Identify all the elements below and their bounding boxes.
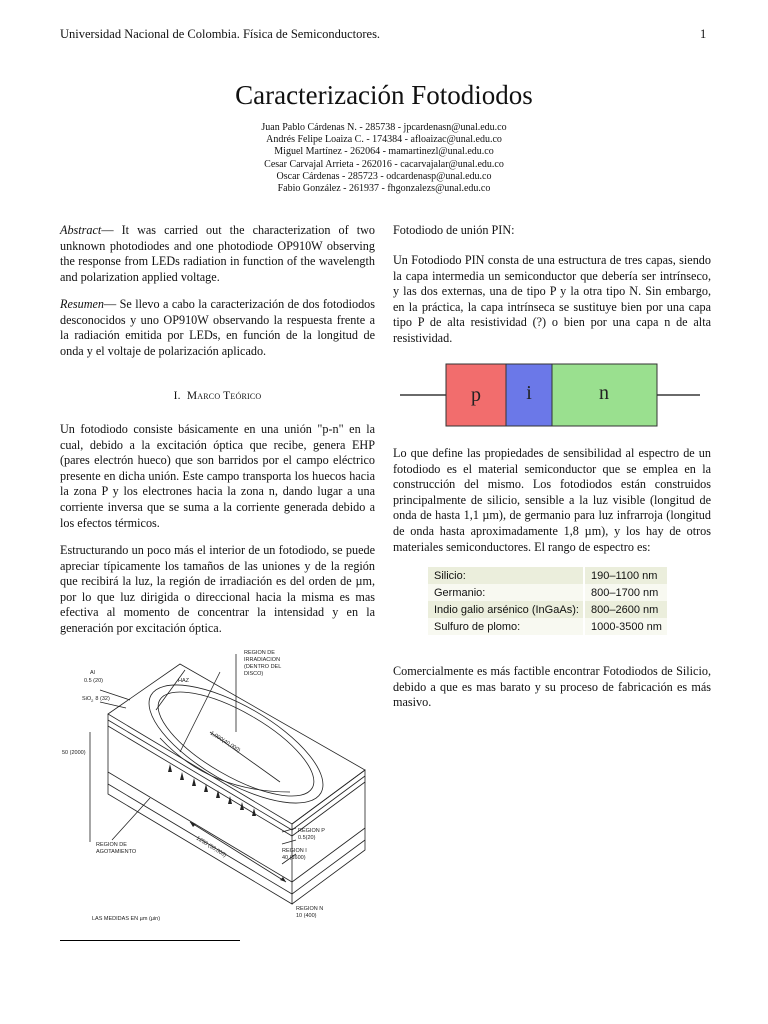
running-header: Universidad Nacional de Colombia. Física de Semiconductores. [60,27,381,41]
author-line: Andrés Felipe Loaiza C. - 174384 - afloaizac@unal.edu.co [266,134,502,146]
range-cell: 190–1100 nm [584,567,667,584]
pin-layer-diagram [400,362,710,428]
pin-paragraph: Un Fotodiodo PIN consta de una estructura de tres capas, siendo la capa intermedia un semiconductor que debería ser intrínseco, y las dos externas, una de tipo P y la otra tipo N. Sin embargo, en la práctica, la capa intrínseca se sustituye bien por una capa tipo P de alta resistividad (?) o bien por una capa n de alta resistividad. [393,253,711,345]
table-row [428,601,667,618]
label-region-i-2: 40 (1600) [282,855,306,861]
label-region-irradiacion-3: (DENTRO DEL [244,664,282,670]
table-row [428,584,667,601]
footnote-rule [60,940,240,941]
label-region-n-2: 10 (400) [296,913,317,919]
abstract-paragraph [60,223,375,285]
body-paragraph-2: Estructurando un poco más el interior de un fotodiodo, se puede apreciar típicamente los tamaños de las uniones y de la región que recibirá la luz, la región de irradiación es del orden de µm, por lo que luz dirigida o direccional hacia la misma es mas efectiva al momento de concentrar la intensidad y en la generación por excitación óptica. [60,543,375,635]
pin-heading: Fotodiodo de unión PIN: [393,223,515,237]
label-dim-1250: 1250 (50,000) [194,835,228,859]
n-layer-label: n [599,382,609,404]
label-region-n-1: REGION N [296,906,324,912]
label-dim-1000: 1,000(40,000) [208,730,242,754]
section-heading [60,390,375,402]
range-cell: 800–2600 nm [584,601,667,618]
label-region-irradiacion-4: DISCO) [244,671,264,677]
author-line: Oscar Cárdenas - 285723 - odcardenasp@unal.edu.co [276,170,492,182]
resumen-text: — Se llevo a cabo la caracterización de dos fotodiodos desconocidos y uno OP910W observando la respuesta frente a la radiación emitida por LEDs, en función de la longitud de onda y el voltaje de polarización aplicado. [60,297,375,358]
paper-title: Caracterización Fotodiodos [235,80,533,110]
abstract-text: — It was carried out the characterization of two unknown photodiodes and one photodiode OP910W observing the response from LEDs radiation in function of the wavelength and polarization applied voltage. [60,223,375,284]
author-list [0,122,768,195]
label-region-irradiacion-2: IRRADIACION [244,657,281,663]
section-number: I. [173,390,181,402]
label-region-agotamiento-2: AGOTAMIENTO [96,849,137,855]
label-haz: HAZ [178,678,189,684]
material-cell: Silicio: [428,567,584,584]
author-line: Miguel Martínez - 262064 - mamartinezl@unal.edu.co [274,146,494,158]
material-cell: Germanio: [428,584,584,601]
label-medidas: LAS MEDIDAS EN µm (µin) [92,916,161,922]
resumen-label: Resumen [60,297,104,311]
material-cell: Sulfuro de plomo: [428,618,584,635]
label-al: Al [90,670,95,676]
label-region-irradiacion-1: REGION DE [244,650,275,656]
resumen-paragraph [60,297,375,359]
table-row [428,567,667,584]
properties-paragraph: Lo que define las propiedades de sensibilidad al espectro de un fotodiodo es el material semiconductor que se emplea en la construcción del mismo. Los fotodiodos están construidos principalmente de silicio, sensible a la luz visible (longitud de onda de hasta 1,1 µm), de germanio para luz infrarroja (longitud de onda hasta aproximadamente 1,8 µm), y los hay de otros materiales semiconductores. El rango de espectro es: [393,446,711,554]
table-row [428,618,667,635]
label-region-agotamiento-1: REGION DE [96,842,127,848]
range-cell: 800–1700 nm [584,584,667,601]
author-line: Juan Pablo Cárdenas N. - 285738 - jpcardenasn@unal.edu.co [261,122,507,133]
author-line: Fabio González - 261937 - fhgonzalezs@unal.edu.co [277,183,491,195]
label-region-p-1: REGION P [298,828,325,834]
label-region-i-1: REGION I [282,848,307,854]
label-region-p-2: 0.5(20) [298,835,316,841]
commercial-paragraph: Comercialmente es más factible encontrar Fotodiodos de Silicio, debido a que es mas barato y su proceso de fabricación es más masivo. [393,664,711,710]
label-sio2: SiO$_2$ 8 (32) [82,696,110,703]
range-cell: 1000-3500 nm [584,618,667,635]
label-dim-50: 50 (2000) [62,750,86,756]
body-paragraph-1: Un fotodiodo consiste básicamente en una unión "p-n" en la cual, debido a la excitación óptica que recibe, genera EHP (pares electrón hueco) que son barridos por el campo eléctrico presente en dicha unión. Este campo transporta los huecos hacia la zona P y los electrones hacia la zona n, dando lugar a una corriente inversa que se suma a la corriente generada debido a los efectos térmicos. [60,422,375,530]
section-title: Marco Teórico [186,390,262,402]
material-cell: Indio galio arsénico (InGaAs): [428,601,584,618]
p-layer-label: p [471,384,481,406]
author-line: Cesar Carvajal Arrieta - 262016 - cacarvajalar@unal.edu.co [264,158,504,170]
label-al-value: 0.5 (20) [84,678,103,684]
abstract-label: Abstract [60,223,102,237]
photodiode-structure-figure [60,642,382,927]
page-number: 1 [700,27,707,41]
i-layer-label: i [526,382,532,404]
spectrum-table [428,567,667,635]
